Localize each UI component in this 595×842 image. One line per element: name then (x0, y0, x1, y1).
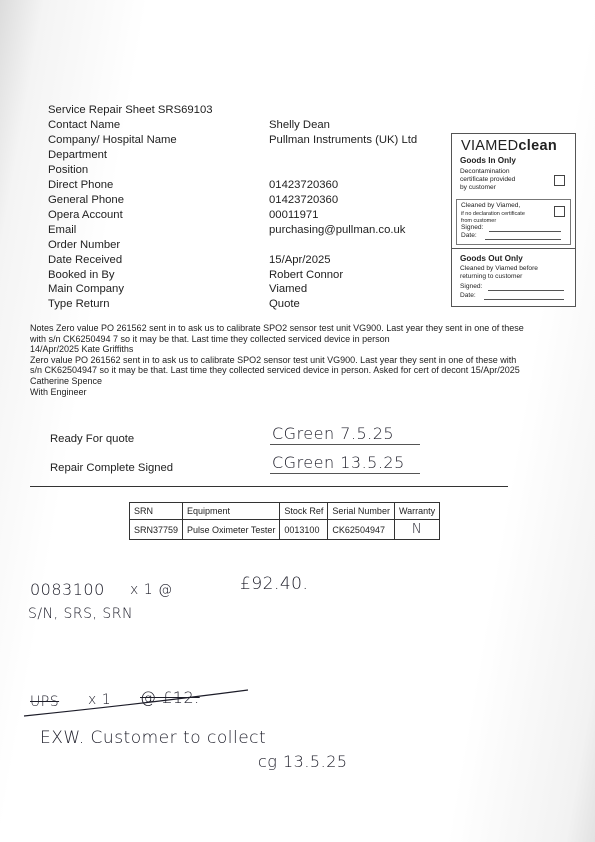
handwritten-ups-price: @ £12. (140, 688, 200, 707)
notes-line: With Engineer (30, 386, 87, 397)
table-header-row (130, 503, 440, 520)
table-row (130, 520, 440, 540)
decon-checkbox[interactable] (554, 175, 565, 186)
signed-line[interactable] (489, 231, 561, 232)
viamed-clean-box (451, 133, 576, 307)
field-value: Viamed (269, 283, 308, 296)
notes-block (30, 323, 586, 397)
notes-line: Notes Zero value PO 261562 sent in to ask us to calibrate SPO2 sensor test unit VG900. Last year they sent in one of these (30, 323, 524, 333)
field-value: Robert Connor (269, 268, 344, 281)
notes-line: 14/Apr/2025 Kate Griffiths (30, 344, 134, 355)
field-label: Direct Phone (48, 178, 114, 191)
handwritten-ups-qty: x 1 (88, 692, 112, 708)
cell-serial: CK62504947 (328, 520, 395, 540)
handwritten-stock-code: 0083100 (30, 580, 105, 599)
goods-out-title: Goods Out Only (460, 254, 523, 263)
notes-line: with s/n CK6250494 7 so it may be that. Last time they collected serviced device in person (30, 333, 390, 344)
repair-complete-label: Repair Complete Signed (50, 462, 174, 474)
decon-text: Decontamination (460, 168, 510, 175)
field-label: Type Return (48, 298, 110, 311)
field-value: 00011971 (269, 208, 319, 221)
out-signed-label: Signed: (460, 283, 483, 290)
out-signed-line[interactable] (488, 290, 564, 291)
handwritten-ups-struck: UPS (30, 694, 60, 710)
cleaned-text: Cleaned by Viamed, (461, 202, 521, 209)
strike-through-icon (22, 686, 252, 722)
cleaned-by-viamed-panel (456, 199, 571, 245)
field-value: Shelly Dean (269, 119, 330, 131)
col-header-serial: Serial Number (328, 503, 395, 520)
field-value: purchasing@pullman.co.uk (269, 223, 406, 236)
field-value: 01423720360 (269, 178, 339, 191)
cell-equipment: Pulse Oximeter Tester (183, 520, 280, 540)
date-line[interactable] (485, 239, 561, 240)
cleaned-checkbox[interactable] (554, 206, 565, 217)
field-label: Order Number (48, 238, 121, 251)
field-value: 15/Apr/2025 (269, 253, 331, 266)
decon-text: by customer (460, 184, 496, 191)
notes-line: Zero value PO 261562 sent in to ask us to calibrate SPO2 sensor test unit VG900. Last year they sent in one of these with (30, 354, 517, 365)
box-divider (452, 248, 575, 249)
goods-out-text: Cleaned by Viamed before (460, 265, 538, 272)
cell-stock-ref: 0013100 (280, 520, 328, 540)
goods-in-title: Goods In Only (460, 156, 516, 165)
field-label: Position (48, 163, 89, 176)
handwritten-exw-note: EXW. Customer to collect (40, 728, 267, 748)
col-header-warranty: Warranty (394, 503, 439, 520)
notes-line: Catherine Spence (30, 375, 103, 386)
equipment-table (129, 502, 440, 540)
section-divider (30, 486, 508, 487)
goods-out-text: returning to customer (460, 273, 523, 280)
cleaned-text: if no declaration certificate (461, 211, 525, 217)
complete-signature: CGreen 13.5.25 (272, 453, 405, 472)
field-label: Department (48, 148, 108, 161)
field-label: Contact Name (48, 119, 121, 131)
sheet-title: Service Repair Sheet SRS69103 (48, 104, 213, 116)
col-header-stock-ref: Stock Ref (280, 503, 328, 520)
decon-text: certificate provided (460, 176, 516, 183)
field-label: Main Company (48, 283, 124, 296)
field-value: Quote (269, 298, 300, 311)
field-value: 01423720360 (269, 193, 339, 206)
cell-srn: SRN37759 (130, 520, 183, 540)
field-label: Opera Account (48, 208, 123, 221)
handwritten-sn-note: S/N, SRS, SRN (28, 606, 133, 622)
date-label: Date: (461, 232, 477, 239)
handwritten-price: £92.40. (240, 574, 309, 594)
handwritten-qty: x 1 @ (130, 582, 173, 598)
field-label: Email (48, 223, 77, 236)
ready-signature: CGreen 7.5.25 (272, 424, 395, 443)
col-header-srn: SRN (130, 503, 183, 520)
ready-signature-line (270, 444, 420, 445)
field-label: Booked in By (48, 268, 115, 281)
cell-warranty: N (394, 520, 439, 540)
notes-line: s/n CK62504947 so it may be that. Last time they collected serviced device in person. Asked for cert of decont 15/Apr/2025 (30, 365, 520, 376)
field-label: General Phone (48, 193, 124, 206)
field-label: Date Received (48, 253, 123, 266)
field-label: Company/ Hospital Name (48, 133, 177, 146)
handwritten-initials-date: cg 13.5.25 (258, 752, 348, 771)
viamed-clean-logo: VIAMEDclean (461, 138, 557, 154)
col-header-equipment: Equipment (183, 503, 280, 520)
signed-label: Signed: (461, 224, 484, 231)
out-date-line[interactable] (484, 299, 564, 300)
field-value: Pullman Instruments (UK) Ltd (269, 133, 418, 146)
ready-for-quote-label: Ready For quote (50, 433, 135, 445)
complete-signature-line (270, 473, 420, 474)
cleaned-text: from customer (461, 218, 497, 224)
out-date-label: Date: (460, 292, 476, 299)
